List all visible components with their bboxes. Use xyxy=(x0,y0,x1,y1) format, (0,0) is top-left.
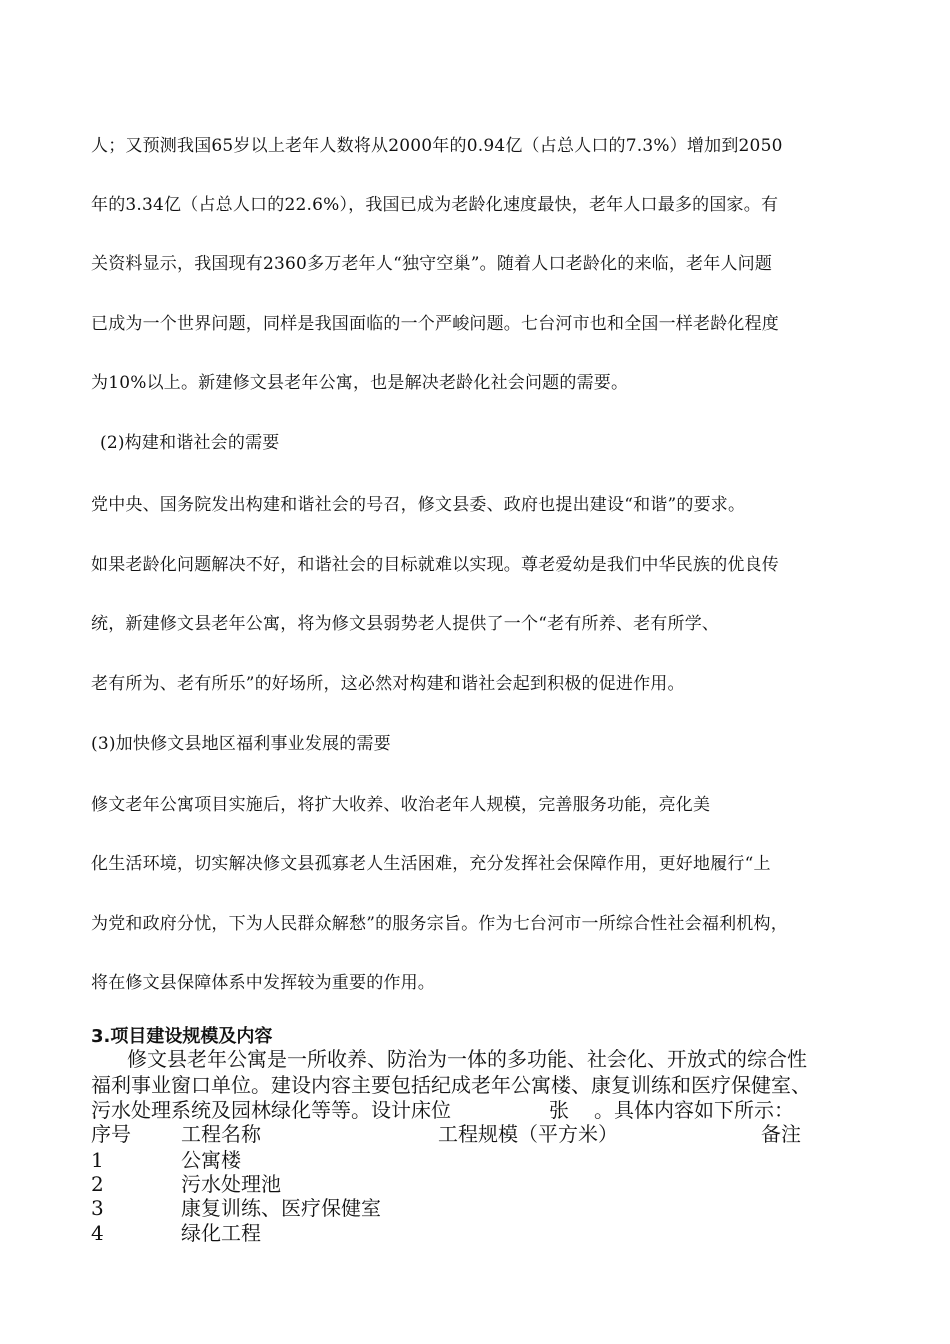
section-line: 。具体内容如下所示： xyxy=(594,1098,794,1122)
table-header-index: 序号 xyxy=(91,1122,131,1146)
section-line: 福利事业窗口单位。建设内容主要包括纪成老年公寓楼、康复训练和医疗保健室、 xyxy=(91,1073,811,1097)
table-cell-name: 绿化工程 xyxy=(181,1221,261,1245)
body-line: 关资料显示，我国现有2360多万老年人“独守空巢”。随着人口老龄化的来临，老年人问题 xyxy=(91,254,773,274)
table-cell-index: 4 xyxy=(91,1221,104,1245)
section-line: 修文县老年公寓是一所收养、防治为一体的多功能、社会化、开放式的综合性 xyxy=(127,1047,807,1071)
table-cell-name: 污水处理池 xyxy=(181,1172,281,1196)
table-cell-index: 3 xyxy=(91,1196,104,1220)
body-line: 年的3.34亿（占总人口的22.6%），我国已成为老龄化速度最快，老年人口最多的国家。有 xyxy=(91,195,779,215)
body-line: 已成为一个世界问题，同样是我国面临的一个严峻问题。七台河市也和全国一样老龄化程度 xyxy=(91,314,779,334)
body-line: 将在修文县保障体系中发挥较为重要的作用。 xyxy=(91,973,435,993)
table-cell-name: 公寓楼 xyxy=(181,1148,241,1172)
section-title: 3.项目建设规模及内容 xyxy=(91,1026,273,1047)
subsection-heading: (3)加快修文县地区福利事业发展的需要 xyxy=(91,734,391,754)
body-line: 党中央、国务院发出构建和谐社会的号召，修文县委、政府也提出建设“和谐”的要求。 xyxy=(91,495,746,515)
body-line: 为10%以上。新建修文县老年公寓，也是解决老龄化社会问题的需要。 xyxy=(91,373,629,393)
subsection-heading: (2)构建和谐社会的需要 xyxy=(100,433,280,453)
bed-count-unit: 张 xyxy=(549,1098,569,1122)
section-line: 污水处理系统及园林绿化等等。设计床位 xyxy=(91,1098,451,1122)
body-line: 修文老年公寓项目实施后，将扩大收养、收治老年人规模，完善服务功能，亮化美 xyxy=(91,795,711,815)
table-cell-index: 1 xyxy=(91,1148,104,1172)
table-header-name: 工程名称 xyxy=(181,1122,261,1146)
table-cell-index: 2 xyxy=(91,1172,104,1196)
body-line: 人；又预测我国65岁以上老年人数将从2000年的0.94亿（占总人口的7.3%）增加到2050 xyxy=(91,136,783,156)
body-line: 为党和政府分忧，下为人民群众解愁”的服务宗旨。作为七台河市一所综合性社会福利机构， xyxy=(91,914,788,934)
table-header-remark: 备注 xyxy=(761,1122,801,1146)
body-line: 化生活环境，切实解决修文县孤寡老人生活困难，充分发挥社会保障作用，更好地履行“上 xyxy=(91,854,771,874)
table-header-scale: 工程规模（平方米） xyxy=(438,1122,618,1146)
body-line: 统，新建修文县老年公寓，将为修文县弱势老人提供了一个“老有所养、老有所学、 xyxy=(91,614,720,634)
table-cell-name: 康复训练、医疗保健室 xyxy=(181,1196,381,1220)
body-line: 如果老龄化问题解决不好，和谐社会的目标就难以实现。尊老爱幼是我们中华民族的优良传 xyxy=(91,555,779,575)
body-line: 老有所为、老有所乐”的好场所，这必然对构建和谐社会起到积极的促进作用。 xyxy=(91,674,685,694)
